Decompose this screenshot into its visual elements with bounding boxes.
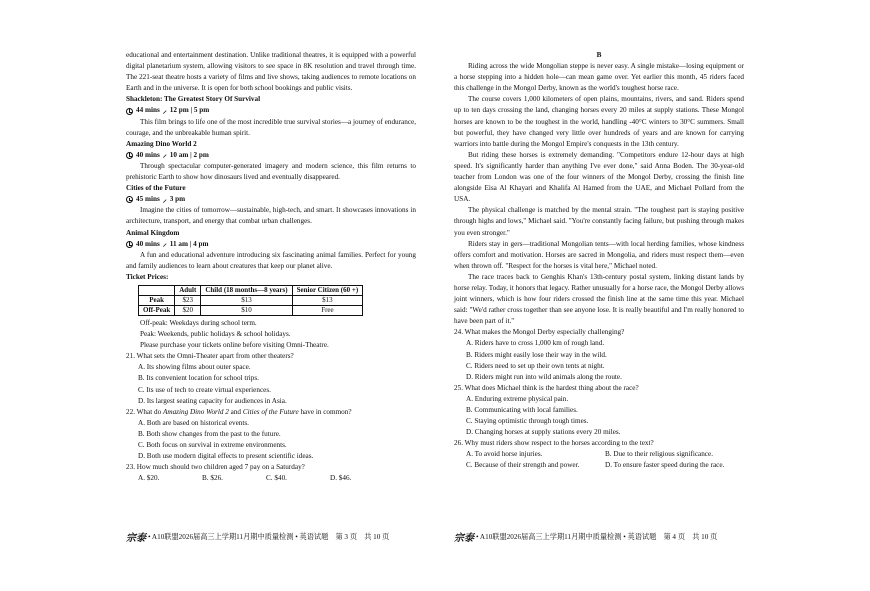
table-cell: Peak — [139, 295, 175, 305]
passage-paragraph: The race traces back to Genghis Khan's 13th-century postal system, linking distant lands by horse relay. Today, it honors that legacy. Rather unusually for a horse race, the Mongol Derby allows joint winners, which is how four riders crossed the finish line at the same time this year. Michael said: "We'd rather cross together than see anyone lose. It is really beautiful and I'm really honored to have been part of it." — [454, 272, 744, 326]
passage-paragraph: Riding across the wide Mongolian steppe is never easy. A single mistake—losing equipment or a horse stepping into a hidden hole—can mean game over. Yet earlier this month, 45 riders faced this challenge in the Mongol Derby, known as the world's toughest horse race. — [454, 62, 744, 93]
question-21 — [126, 351, 416, 406]
right-column — [454, 50, 744, 472]
answer-option: C. Riders need to set up their own tents at night. — [466, 361, 605, 370]
answer-option: C. Its use of tech to create virtual experiences. — [138, 385, 271, 394]
film-times: 11 am | 4 pm — [169, 239, 209, 248]
stem-title: Cities of the Future — [242, 407, 299, 416]
film-cities — [126, 183, 416, 227]
film-title: Cities of the Future — [126, 184, 186, 193]
answer-option: D. Both use modern digital effects to present scientific ideas. — [138, 452, 314, 461]
stem-title: Amazing Dino World 2 — [163, 407, 229, 416]
film-title: Shackleton: The Greatest Story Of Survival — [126, 95, 261, 104]
question-stem: 26. Why must riders show respect to the horses according to the text? — [454, 439, 654, 448]
answer-option: A. To avoid horse injuries. — [466, 450, 543, 459]
question-stem: 24. What makes the Mongol Derby especially challenging? — [454, 328, 625, 337]
answer-option: A. Riders have to cross 1,000 km of rough land. — [466, 339, 605, 348]
answer-option: B. Riders might easily lose their way in the wild. — [466, 350, 607, 359]
table-row — [139, 295, 363, 305]
answer-option: D. Changing horses at supply stations every 20 miles. — [466, 428, 621, 437]
answer-option: A. $20. — [138, 474, 160, 483]
film-duration: 40 mins — [136, 150, 160, 159]
stem-text: 22. What do — [126, 407, 163, 416]
stem-text: have in common? — [298, 407, 352, 416]
question-stem: 25. What does Michael think is the hardest thing about the race? — [454, 383, 639, 392]
question-23 — [126, 462, 416, 484]
clock-icon — [126, 152, 133, 159]
answer-option: B. Its convenient location for school trips. — [138, 374, 259, 383]
ticket-table — [138, 285, 363, 316]
answer-option: C. Because of their strength and power. — [466, 461, 580, 470]
answer-option: C. Both focus on survival in extreme environments. — [138, 441, 287, 449]
footer-text: • A10联盟2026届高三上学期11月期中质量检测 • 英语试题 第 4 页 共 10 页 — [476, 532, 718, 541]
table-cell: $13 — [201, 295, 292, 305]
film-animal — [126, 228, 416, 272]
clock-icon — [126, 196, 133, 203]
table-header-row — [139, 285, 363, 295]
question-22 — [126, 407, 416, 462]
table-cell: $20 — [175, 305, 201, 315]
film-description: A fun and educational adventure introducing six fascinating animal families. Perfect for young and family audiences to learn about creatures that keep our planet alive. — [126, 250, 416, 270]
left-footer — [126, 529, 389, 544]
left-column — [126, 50, 416, 484]
table-cell: $23 — [175, 295, 201, 305]
film-duration: 45 mins — [136, 195, 160, 204]
answer-option: D. To ensure faster speed during the race. — [605, 461, 725, 470]
clock-icon — [126, 241, 133, 248]
question-26 — [454, 438, 744, 471]
answer-option: C. $40. — [266, 474, 287, 483]
pin-icon: ⸝ — [162, 239, 167, 249]
table-header-cell: Child (18 months—8 years) — [201, 285, 292, 295]
pin-icon: ⸝ — [162, 106, 167, 116]
table-cell: $10 — [201, 305, 292, 315]
table-header-cell: Adult — [175, 285, 201, 295]
film-times: 12 pm | 5 pm — [169, 106, 210, 115]
answer-option: B. $26. — [202, 474, 223, 483]
answer-option: B. Both show changes from the past to the future. — [138, 429, 281, 438]
footer-text: • A10联盟2026届高三上学期11月期中质量检测 • 英语试题 第 3 页 共 10 页 — [148, 532, 390, 541]
question-stem: 21. What sets the Omni-Theater apart from other theaters? — [126, 352, 294, 361]
passage-paragraph: Riders stay in gers—traditional Mongolian tents—with local herding families, whose kindness offers comfort and motivation. Horses are sacred in Mongolia, and riders must respect them—even when thrown off. "Respect for the horses is vital here," Michael noted. — [454, 239, 744, 270]
section-label: B — [596, 51, 602, 59]
table-cell: $13 — [292, 295, 363, 305]
passage-paragraph: But riding these horses is extremely demanding. "Competitors endure 12-hour days at high speed. It's significantly harder than anything I've ever done," said Anna Boden. The 30-year-old teacher from London was one of the four winners of the Mongol Derby, crossing the finish line alongside Eisa Al Khayari and Khalifa Al Hamed from the UAE, and Michael Pollard from the USA. — [454, 150, 744, 204]
intro-paragraph: educational and entertainment destination. Unlike traditional theatres, it is equipped with a powerful digital planetarium system, allowing visitors to see space in 8K resolution and travel through time. The 221-seat theatre hosts a variety of films and live shows, taking audiences to remote locations on Earth and in the universe. It is open for both school bookings and public visits. — [126, 51, 416, 93]
pin-icon: ⸝ — [162, 150, 167, 160]
film-duration: 40 mins — [136, 239, 160, 248]
film-times: 3 pm — [169, 195, 186, 204]
film-description: Imagine the cities of tomorrow—sustainable, high-tech, and smart. It showcases innovations in architecture, transport, and energy that combat urban challenges. — [126, 206, 416, 226]
answer-option: A. Its showing films about outer space. — [138, 363, 251, 372]
answer-option: B. Communicating with local families. — [466, 406, 578, 414]
question-24 — [454, 327, 744, 382]
question-stem — [126, 407, 416, 418]
film-title: Amazing Dino World 2 — [126, 139, 197, 148]
film-dino — [126, 139, 416, 183]
answer-option: B. Due to their religious significance. — [605, 450, 713, 459]
ticket-note: Peak: Weekends, public holidays & school holidays. — [140, 330, 291, 339]
answer-option: A. Enduring extreme physical pain. — [466, 394, 569, 403]
answer-option: D. $46. — [330, 474, 352, 483]
brand-logo: 宗泰 — [454, 533, 474, 544]
film-duration: 44 mins — [136, 106, 160, 115]
ticket-heading: Ticket Prices: — [126, 272, 169, 281]
answer-option: A. Both are based on historical events. — [138, 418, 249, 427]
brand-logo: 宗泰 — [126, 533, 146, 544]
ticket-note: Please purchase your tickets online before visiting Omni-Theatre. — [140, 341, 329, 350]
stem-text: and — [228, 407, 243, 416]
right-footer — [454, 529, 717, 544]
table-cell: Off-Peak — [139, 305, 175, 315]
pin-icon: ⸝ — [162, 194, 167, 204]
passage-paragraph: The physical challenge is matched by the mental strain. "The toughest part is staying positive through highs and lows," Michael said. "You're constantly facing failure, but pushing through makes you even stronger." — [454, 206, 744, 237]
passage-paragraph: The course covers 1,000 kilometers of open plains, mountains, rivers, and sand. Riders spend up to ten days crossing the land, changing horses every 20 miles at supply stations. These Mongol horses are known to be the toughest in the world, handling -40°C winters to 30°C summers. Small but powerful, they have changed very little over hundreds of years and are known for carrying warriors into battle during the Mongol Empire's conquests in the 13th century. — [454, 95, 744, 148]
answer-option: D. Its largest seating capacity for audiences in Asia. — [138, 396, 287, 405]
film-times: 10 am | 2 pm — [169, 150, 209, 159]
answer-option: D. Riders might run into wild animals along the route. — [466, 372, 622, 381]
film-description: Through spectacular computer-generated imagery and modern science, this film returns to prehistoric Earth to show how dinosaurs lived and eventually disappeared. — [126, 161, 416, 182]
question-stem: 23. How much should two children aged 7 pay on a Saturday? — [126, 463, 305, 472]
clock-icon — [126, 108, 133, 115]
film-shackleton — [126, 94, 416, 138]
ticket-note: Off-peak: Weekdays during school term. — [140, 318, 257, 327]
answer-option: C. Staying optimistic through tough times. — [466, 417, 589, 426]
table-header-cell — [139, 285, 175, 295]
table-cell: Free — [292, 305, 363, 315]
table-row — [139, 305, 363, 315]
table-header-cell: Senior Citizen (60 +) — [292, 285, 363, 295]
film-title: Animal Kingdom — [126, 228, 180, 237]
film-description: This film brings to life one of the most incredible true survival stories—a journey of endurance, courage, and the unbreakable human spirit. — [126, 117, 416, 137]
question-25 — [454, 383, 744, 438]
